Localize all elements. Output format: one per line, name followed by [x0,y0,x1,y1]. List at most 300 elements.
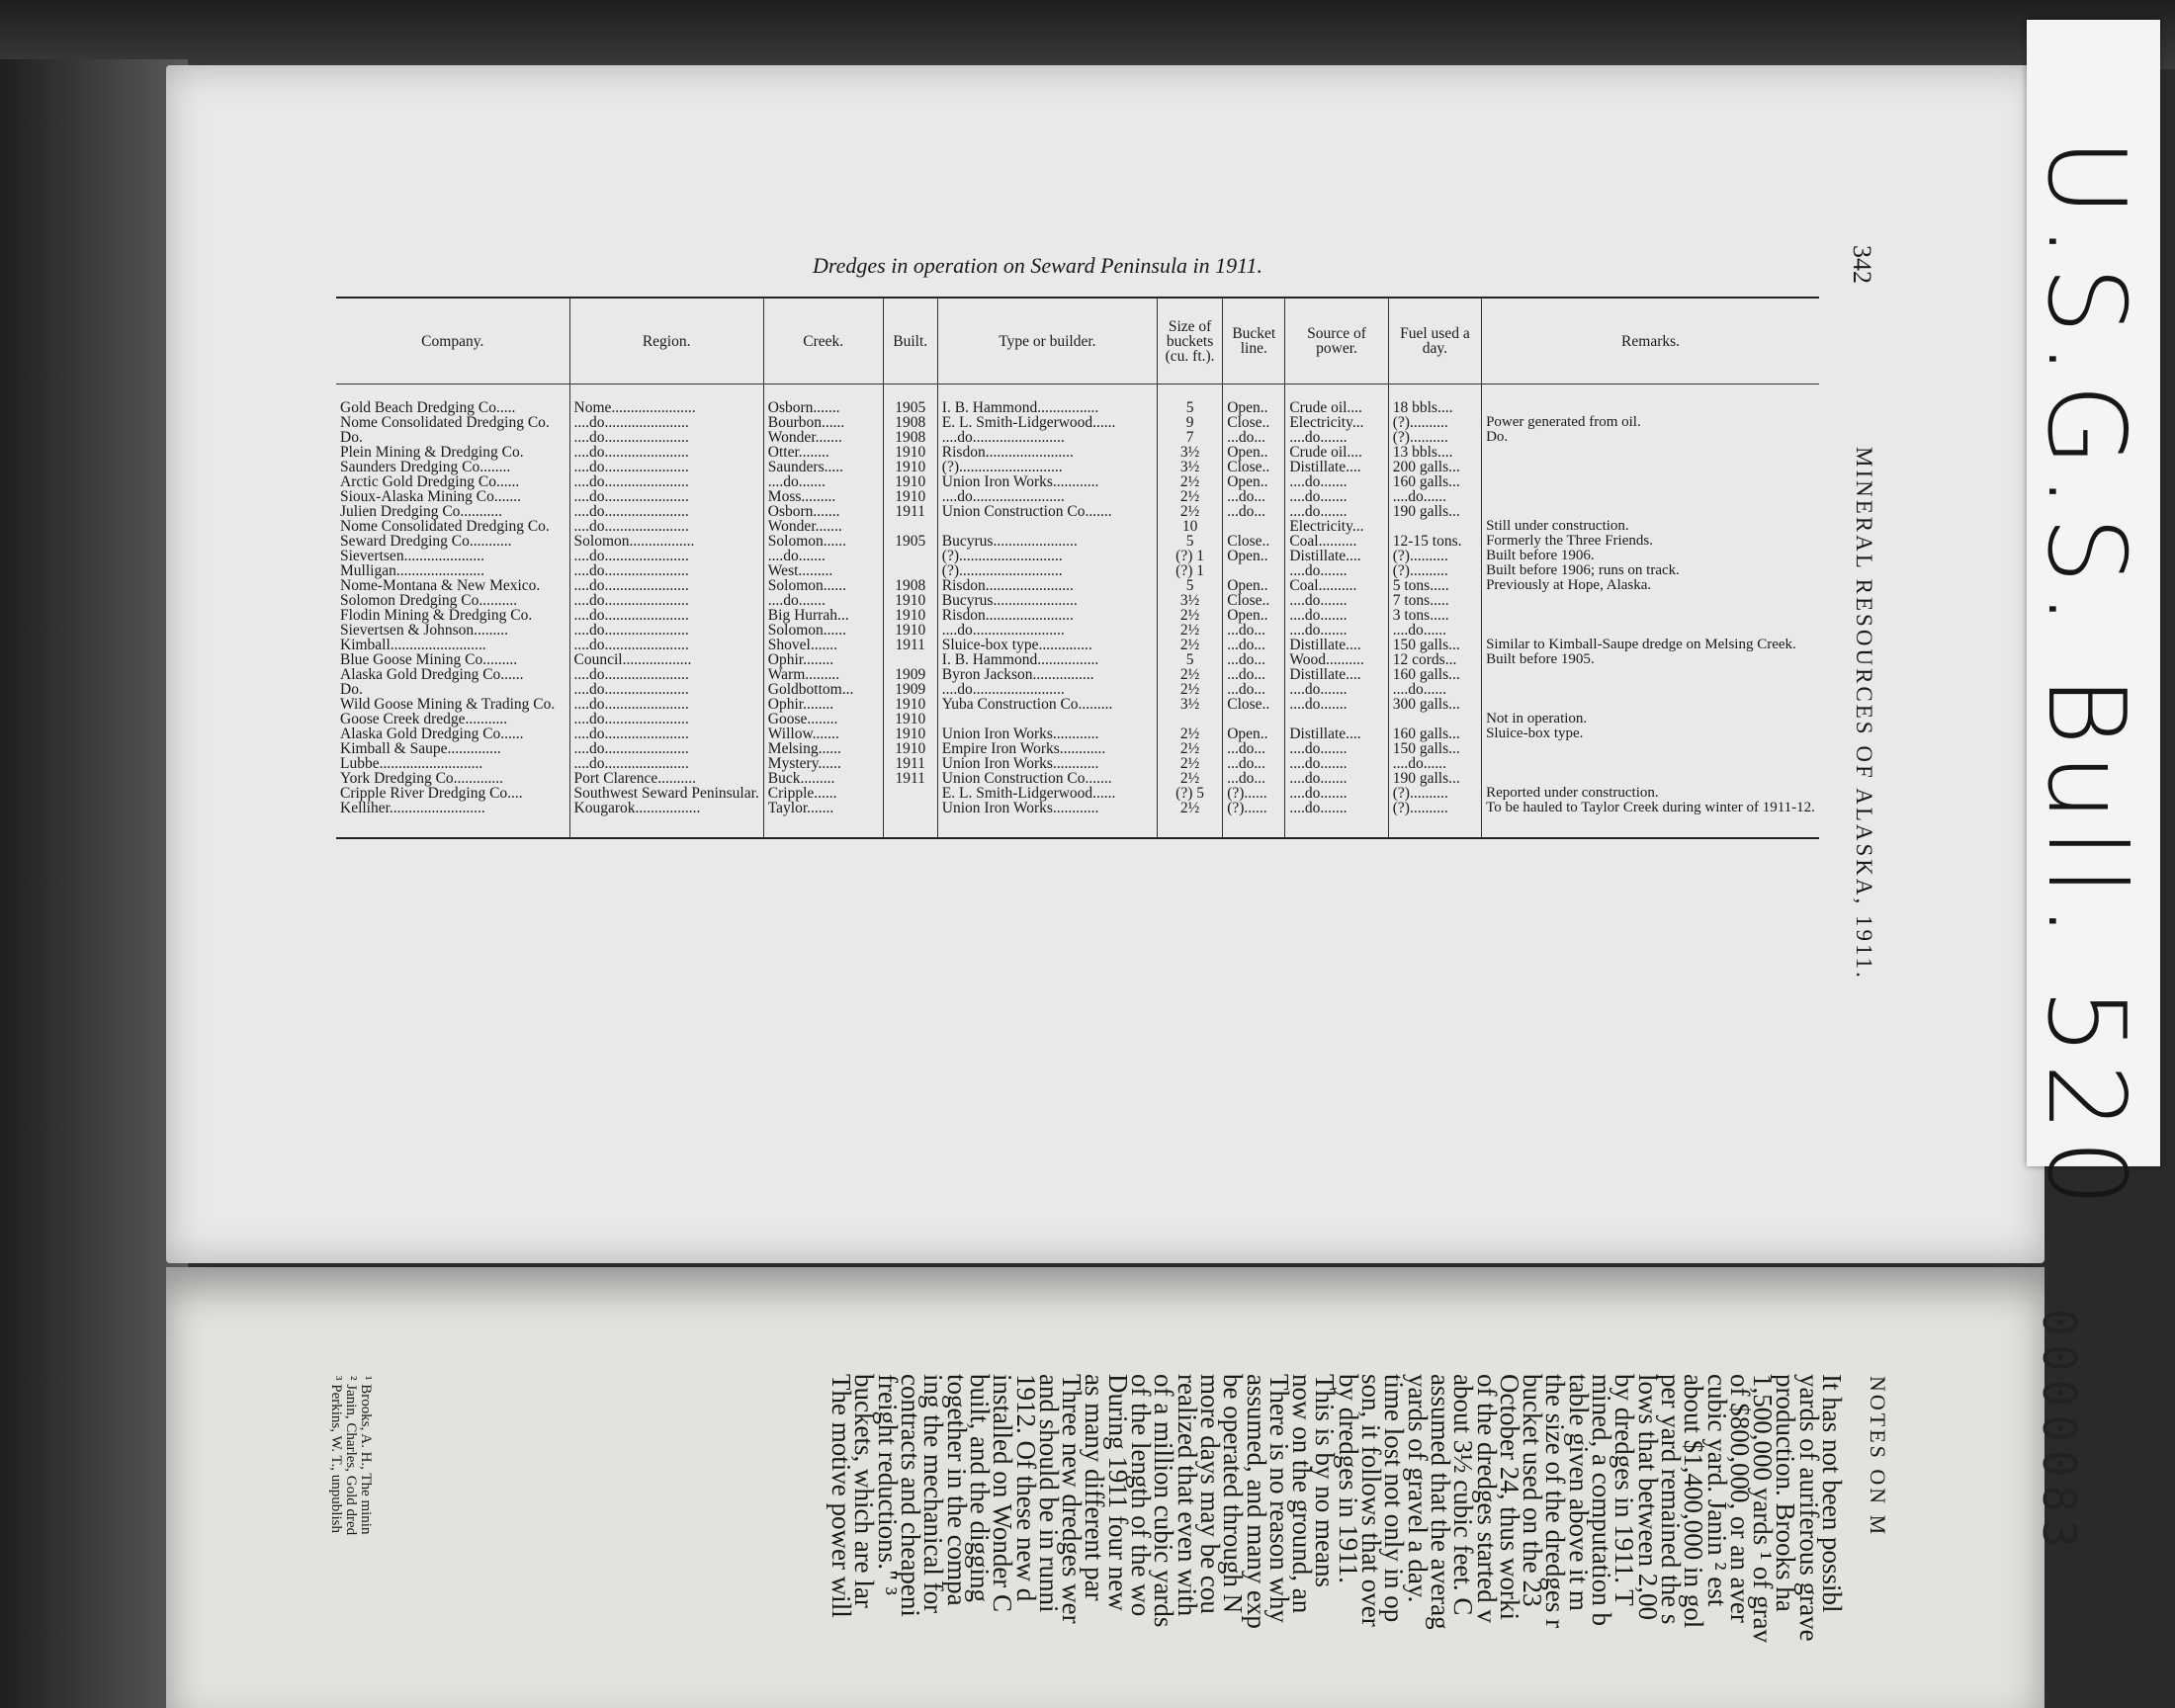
table-row [336,726,1819,741]
cell-power: Distillate.... [1285,726,1388,741]
cell-fuel: ....do...... [1388,756,1481,771]
cell-region: ....do...................... [569,608,763,623]
cell-built [883,519,937,534]
cell-region: ....do...................... [569,741,763,756]
table-caption: Dredges in operation on Seward Peninsula in 1911. [813,253,1263,278]
cell-power: ....do....... [1285,741,1388,756]
cell-remarks: Still under construction. [1482,519,1819,534]
cell-region: Nome...................... [569,384,763,416]
cell-creek: ....do....... [763,593,883,608]
cell-size: 2½ [1157,771,1222,786]
cell-fuel: ....do...... [1388,489,1481,504]
cell-company: Blue Goose Mining Co......... [340,651,518,668]
cell-fuel: 150 galls... [1388,638,1481,652]
cell-remarks [1482,504,1819,519]
cell-size: 9 [1157,415,1222,430]
notes-line: more days may be cou [1195,1374,1225,1614]
cell-company: Julien Dredging Co........... [340,503,503,520]
cell-type: Union Construction Co....... [937,504,1157,519]
notes-heading: NOTES ON M [1866,1376,1890,1538]
cell-creek: Wonder....... [763,519,883,534]
cell-type: I. B. Hammond................ [937,652,1157,667]
cell-region: ....do...................... [569,667,763,682]
notes-line: time lost not only in op [1379,1374,1409,1623]
cell-company: Do. [340,681,363,698]
cell-size: 2½ [1157,801,1222,838]
cell-creek: Moss......... [763,489,883,504]
cell-type: Yuba Construction Co......... [937,697,1157,712]
cell-region: Port Clarence.......... [569,771,763,786]
cell-built: 1910 [883,712,937,726]
cell-line: Close.. [1223,697,1285,712]
cell-built: 1910 [883,623,937,638]
notes-line: cubic yard. Janin ² est [1702,1374,1732,1607]
table-row [336,384,1819,416]
cell-power: ....do....... [1285,593,1388,608]
cell-built: 1910 [883,445,937,460]
cell-remarks: Not in operation. [1482,712,1819,726]
cell-remarks [1482,623,1819,638]
cell-power: Electricity... [1285,415,1388,430]
cell-creek: Saunders..... [763,460,883,474]
cell-region: Southwest Seward Peninsular. [569,786,763,801]
table-row [336,534,1819,549]
notes-line: 1,500,000 yards ¹ of grav [1748,1374,1778,1644]
cell-line: Open.. [1223,384,1285,416]
cell-size: 2½ [1157,726,1222,741]
table-row [336,460,1819,474]
cell-size: 3½ [1157,697,1222,712]
cell-built: 1911 [883,756,937,771]
cell-line: ...do... [1223,638,1285,652]
cell-size: 2½ [1157,682,1222,697]
cell-remarks: Built before 1905. [1482,652,1819,667]
cell-creek: Willow....... [763,726,883,741]
cell-remarks [1482,697,1819,712]
cell-creek: Osborn....... [763,504,883,519]
notes-line: During 1911 four new [1103,1374,1133,1611]
cell-type: E. L. Smith-Lidgerwood...... [937,786,1157,801]
cell-type [937,712,1157,726]
cell-company: Arctic Gold Dredging Co...... [340,473,520,490]
cell-type: Union Iron Works............ [937,756,1157,771]
cell-line: Open.. [1223,445,1285,460]
cell-line: ...do... [1223,682,1285,697]
notes-line: Three new dredges wer [1057,1374,1087,1624]
cell-built: 1905 [883,534,937,549]
cell-power: Distillate.... [1285,638,1388,652]
cell-creek: Bourbon...... [763,415,883,430]
cell-size: 5 [1157,578,1222,593]
cell-built: 1911 [883,638,937,652]
cell-line: Open.. [1223,608,1285,623]
cell-line: ...do... [1223,489,1285,504]
cell-size: 2½ [1157,623,1222,638]
cell-type: I. B. Hammond................ [937,384,1157,416]
notes-line: freight reductions." ³ [873,1374,903,1595]
cell-size: (?) 1 [1157,563,1222,578]
notes-line: of the length of the wo [1126,1374,1156,1617]
cell-built [883,801,937,838]
cell-fuel: 160 galls... [1388,474,1481,489]
notes-line: by dredges in 1911. [1334,1374,1363,1583]
notes-line: This is by no means [1310,1374,1340,1587]
cell-built: 1910 [883,726,937,741]
cell-company: Goose Creek dredge........... [340,711,508,727]
table-row [336,504,1819,519]
cell-power: ....do....... [1285,786,1388,801]
cell-line: Open.. [1223,726,1285,741]
cell-size: 2½ [1157,756,1222,771]
col-fuel: Fuel used a day. [1388,298,1481,384]
table-row [336,474,1819,489]
cell-power: ....do....... [1285,563,1388,578]
cell-fuel: (?).......... [1388,801,1481,838]
cell-company: Do. [340,429,363,446]
cell-remarks [1482,460,1819,474]
cell-remarks [1482,741,1819,756]
cell-fuel: ....do...... [1388,623,1481,638]
table-row [336,430,1819,445]
notes-line: yards of gravel a day. [1403,1374,1433,1603]
cell-size: 2½ [1157,608,1222,623]
cell-company: Flodin Mining & Dredging Co. [340,607,533,624]
cell-built: 1910 [883,697,937,712]
cell-region: ....do...................... [569,638,763,652]
cell-creek: Goose........ [763,712,883,726]
cell-built [883,652,937,667]
cell-company: Plein Mining & Dredging Co. [340,444,524,461]
cell-type: Risdon....................... [937,445,1157,460]
cell-size [1157,712,1222,726]
cell-fuel: ....do...... [1388,682,1481,697]
notes-line: now on the ground, an [1287,1374,1317,1614]
notes-line: of the dredges started v [1472,1374,1502,1623]
cell-built: 1909 [883,682,937,697]
table-body [336,384,1819,839]
col-region: Region. [569,298,763,384]
table-row [336,771,1819,786]
cell-power: Distillate.... [1285,460,1388,474]
notes-line: about 3½ cubic feet. C [1448,1374,1478,1616]
cell-remarks [1482,445,1819,460]
cell-type: Union Iron Works............ [937,726,1157,741]
table-row [336,697,1819,712]
cell-type: Sluice-box type.............. [937,638,1157,652]
cell-built: 1911 [883,771,937,786]
cell-company: Lubbe........................... [340,755,483,772]
cell-size: 7 [1157,430,1222,445]
cell-remarks [1482,384,1819,416]
cell-creek: Mystery...... [763,756,883,771]
col-remarks: Remarks. [1482,298,1819,384]
cell-fuel: 190 galls... [1388,771,1481,786]
cell-remarks: Do. [1482,430,1819,445]
cell-type: Union Construction Co....... [937,771,1157,786]
cell-size: 2½ [1157,474,1222,489]
cell-type: (?)........................... [937,549,1157,563]
notes-line: about $1,400,000 in gol [1679,1374,1708,1629]
cell-line [1223,519,1285,534]
cell-power: Wood.......... [1285,652,1388,667]
cell-remarks: Built before 1906. [1482,549,1819,563]
cell-remarks: Sluice-box type. [1482,726,1819,741]
notes-line: per yard remained the s [1656,1374,1686,1625]
cell-type: Bucyrus...................... [937,534,1157,549]
cell-creek: Big Hurrah... [763,608,883,623]
col-built: Built. [883,298,937,384]
col-size: Size of buckets (cu. ft.). [1157,298,1222,384]
scan-background-left [0,59,188,1708]
notes-line: installed on Wonder C [988,1374,1017,1613]
cell-built: 1908 [883,578,937,593]
table-row [336,489,1819,504]
cell-size: 2½ [1157,638,1222,652]
cell-fuel: 12-15 tons. [1388,534,1481,549]
cell-region: ....do...................... [569,563,763,578]
cell-built: 1911 [883,504,937,519]
cell-power: ....do....... [1285,771,1388,786]
cell-creek: Otter........ [763,445,883,460]
cell-company: Solomon Dredging Co.......... [340,592,518,609]
cell-power: ....do....... [1285,430,1388,445]
cell-type: ....do........................ [937,430,1157,445]
cell-type: Bucyrus...................... [937,593,1157,608]
cell-region: ....do...................... [569,415,763,430]
notes-line: ing the mechanical for [918,1374,948,1614]
table-row [336,786,1819,801]
cell-fuel: 18 bbls.... [1388,384,1481,416]
cell-built [883,786,937,801]
cell-company: Sievertsen..................... [340,548,484,564]
cell-fuel: 3 tons..... [1388,608,1481,623]
notes-line: 1912. Of these new d [1011,1374,1041,1602]
cell-fuel: 200 galls... [1388,460,1481,474]
cell-line: ...do... [1223,652,1285,667]
cell-fuel: (?).......... [1388,786,1481,801]
notes-line: yards of auriferous grave [1794,1374,1824,1642]
cell-size: 2½ [1157,667,1222,682]
cell-built: 1910 [883,474,937,489]
cell-built [883,549,937,563]
cell-fuel: 13 bbls.... [1388,445,1481,460]
cell-size: 3½ [1157,593,1222,608]
cell-power: ....do....... [1285,489,1388,504]
cell-built: 1905 [883,384,937,416]
cell-power: Crude oil.... [1285,445,1388,460]
cell-size: (?) 1 [1157,549,1222,563]
notes-line: son, it follows that over [1356,1374,1386,1627]
cell-type: (?)........................... [937,460,1157,474]
cell-region: ....do...................... [569,726,763,741]
cell-region: ....do...................... [569,712,763,726]
stamp-number: 0000083 [2033,1309,2086,1556]
cell-region: ....do...................... [569,593,763,608]
cell-fuel: (?).......... [1388,415,1481,430]
cell-power: ....do....... [1285,801,1388,838]
cell-size: 5 [1157,652,1222,667]
cell-line: ...do... [1223,430,1285,445]
cell-line: Open.. [1223,578,1285,593]
cell-remarks [1482,489,1819,504]
notes-line: as many different par [1080,1374,1109,1601]
col-company: Company. [336,298,569,384]
cell-type: Byron Jackson................ [937,667,1157,682]
cell-creek: Warm......... [763,667,883,682]
cell-company: Seward Dredging Co........... [340,533,512,550]
table-row [336,415,1819,430]
notes-line: October 24, thus worki [1495,1374,1524,1620]
cell-type: Union Iron Works............ [937,801,1157,838]
cell-region: ....do...................... [569,474,763,489]
table-row [336,756,1819,771]
cell-power: ....do....... [1285,682,1388,697]
cell-creek: Solomon...... [763,578,883,593]
cell-line: ...do... [1223,504,1285,519]
notes-line: assumed that the averag [1426,1374,1455,1630]
cell-type: ....do........................ [937,623,1157,638]
cell-size: (?) 5 [1157,786,1222,801]
cell-remarks [1482,593,1819,608]
cell-power: Distillate.... [1285,667,1388,682]
cell-company: Nome Consolidated Dredging Co. [340,518,550,535]
cell-size: 3½ [1157,460,1222,474]
table-row [336,623,1819,638]
cell-fuel [1388,712,1481,726]
cell-built: 1910 [883,460,937,474]
notes-line: lows that between 2,00 [1633,1374,1663,1620]
cell-creek: Solomon...... [763,623,883,638]
cell-line [1223,563,1285,578]
cell-company: Kimball & Saupe.............. [340,740,501,757]
cell-remarks: Built before 1906; runs on track. [1482,563,1819,578]
table-row [336,593,1819,608]
cell-creek: ....do....... [763,474,883,489]
cell-fuel: (?).......... [1388,430,1481,445]
cell-fuel: 12 cords... [1388,652,1481,667]
cell-company: Alaska Gold Dredging Co...... [340,666,524,683]
cell-type: Empire Iron Works............ [937,741,1157,756]
cell-region: Council.................. [569,652,763,667]
cell-power: ....do....... [1285,608,1388,623]
cell-type: ....do........................ [937,489,1157,504]
cell-power: Distillate.... [1285,549,1388,563]
cell-company: Nome Consolidated Dredging Co. [340,414,550,431]
cell-fuel: (?).......... [1388,549,1481,563]
cell-line: ...do... [1223,756,1285,771]
cell-power: ....do....... [1285,697,1388,712]
table-row [336,712,1819,726]
cell-power [1285,712,1388,726]
cell-size: 2½ [1157,504,1222,519]
cell-line: ...do... [1223,741,1285,756]
cell-region: ....do...................... [569,519,763,534]
cell-region: ....do...................... [569,460,763,474]
table-row [336,638,1819,652]
cell-remarks [1482,608,1819,623]
cell-size: 5 [1157,384,1222,416]
cell-line: ...do... [1223,623,1285,638]
cell-creek: West......... [763,563,883,578]
scan-background-top [0,0,2175,69]
notes-line: together in the compa [942,1374,972,1606]
notes-line: be operated through N [1218,1374,1248,1614]
notes-line: contracts and cheapeni [896,1374,925,1617]
cell-line: Open.. [1223,549,1285,563]
cell-fuel: 7 tons..... [1388,593,1481,608]
cell-type: ....do........................ [937,682,1157,697]
table-row [336,445,1819,460]
cell-built [883,563,937,578]
table-header-row [336,298,1819,384]
cell-line: (?)...... [1223,786,1285,801]
cell-region: ....do...................... [569,756,763,771]
cell-region: ....do...................... [569,682,763,697]
cell-type [937,519,1157,534]
table-row [336,578,1819,593]
cell-remarks [1482,771,1819,786]
col-type: Type or builder. [937,298,1157,384]
cell-fuel: 190 galls... [1388,504,1481,519]
cell-region: ....do...................... [569,504,763,519]
cell-region: ....do...................... [569,549,763,563]
cell-power: Coal.......... [1285,534,1388,549]
cell-creek: Goldbottom... [763,682,883,697]
cell-creek: Shovel....... [763,638,883,652]
cell-built: 1910 [883,741,937,756]
cell-fuel: 5 tons..... [1388,578,1481,593]
cell-creek: Wonder....... [763,430,883,445]
notes-line: buckets, which are lar [849,1374,879,1608]
cell-line: Close.. [1223,593,1285,608]
cell-built: 1910 [883,593,937,608]
cell-creek: Solomon...... [763,534,883,549]
table-row [336,549,1819,563]
cell-power: Coal.......... [1285,578,1388,593]
cell-remarks [1482,667,1819,682]
cell-creek: Ophir........ [763,697,883,712]
cell-type: Union Iron Works............ [937,474,1157,489]
cell-fuel: 160 galls... [1388,667,1481,682]
table-row [336,608,1819,623]
cell-region: Kougarok................. [569,801,763,838]
table-row [336,801,1819,838]
cell-company: Cripple River Dredging Co.... [340,785,523,802]
cell-line: ...do... [1223,667,1285,682]
cell-remarks: Formerly the Three Friends. [1482,534,1819,549]
cell-remarks: To be hauled to Taylor Creek during winter of 1911-12. [1482,801,1819,838]
cell-type: (?)........................... [937,563,1157,578]
notes-line: realized that even with [1173,1374,1202,1617]
col-creek: Creek. [763,298,883,384]
table-row [336,563,1819,578]
notes-line: built, and the digging [965,1374,995,1602]
table-row [336,741,1819,756]
cell-power: ....do....... [1285,504,1388,519]
cell-company: Nome-Montana & New Mexico. [340,577,541,594]
notes-line: It has not been possibl [1817,1374,1847,1613]
cell-fuel: (?).......... [1388,563,1481,578]
cell-company: Kelliher......................... [340,800,485,816]
cell-line: (?)...... [1223,801,1285,838]
cell-remarks [1482,682,1819,697]
cell-built: 1910 [883,489,937,504]
cell-company: Saunders Dredging Co........ [340,459,511,475]
notes-line: the size of the dredges r [1540,1374,1570,1629]
cell-built: 1909 [883,667,937,682]
cell-creek: Cripple...... [763,786,883,801]
cell-company: Sioux-Alaska Mining Co....... [340,488,521,505]
